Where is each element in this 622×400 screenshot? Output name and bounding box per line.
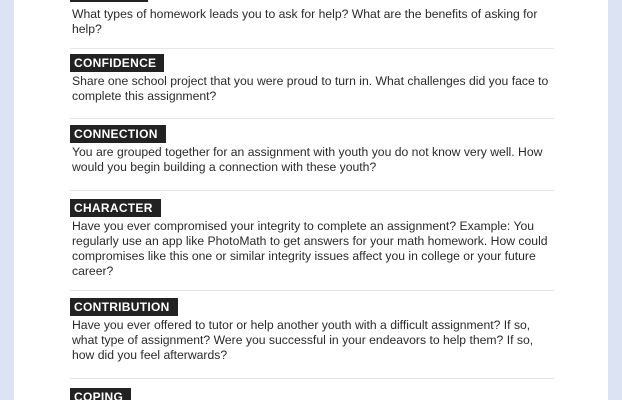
section-question-character: Have you ever compromised your integrity to complete an assignment? Example: You regularly use an app like PhotoMath to get answers for your math homework. How could compromises like this one or similar integrity issues affect you in college or your future career?: [72, 219, 548, 278]
section-coping: [70, 388, 554, 400]
section-divider: [70, 118, 554, 119]
worksheet-page: [14, 0, 608, 400]
section-contribution: [70, 298, 554, 363]
section-label-connection: CONNECTION: [70, 125, 166, 143]
section-question-contribution: Have you ever offered to tutor or help another youth with a difficult assignment? If so, what type of assignment? Were you successful in your endeavors to help them? If so, how did you feel afterwards?: [72, 318, 534, 362]
section-divider: [70, 190, 554, 191]
section-label-character: CHARACTER: [70, 199, 161, 217]
intro-section: [70, 5, 554, 37]
section-label-contribution: CONTRIBUTION: [70, 298, 178, 316]
section-label-coping: COPING: [70, 388, 131, 400]
section-divider: [70, 48, 554, 49]
section-confidence: [70, 54, 554, 104]
section-connection: [70, 125, 554, 175]
section-question-confidence: Share one school project that you were proud to turn in. What challenges did you face to complete this assignment?: [72, 74, 549, 103]
intro-question: What types of homework leads you to ask for help? What are the benefits of asking for help?: [72, 7, 538, 36]
cropped-section-label: [70, 0, 148, 2]
section-divider: [70, 290, 554, 291]
section-divider: [70, 378, 554, 379]
section-label-confidence: CONFIDENCE: [70, 54, 164, 72]
section-character: [70, 199, 554, 279]
section-question-connection: You are grouped together for an assignment with youth you do not know very well. How would you begin building a connection with these youth?: [72, 145, 543, 174]
